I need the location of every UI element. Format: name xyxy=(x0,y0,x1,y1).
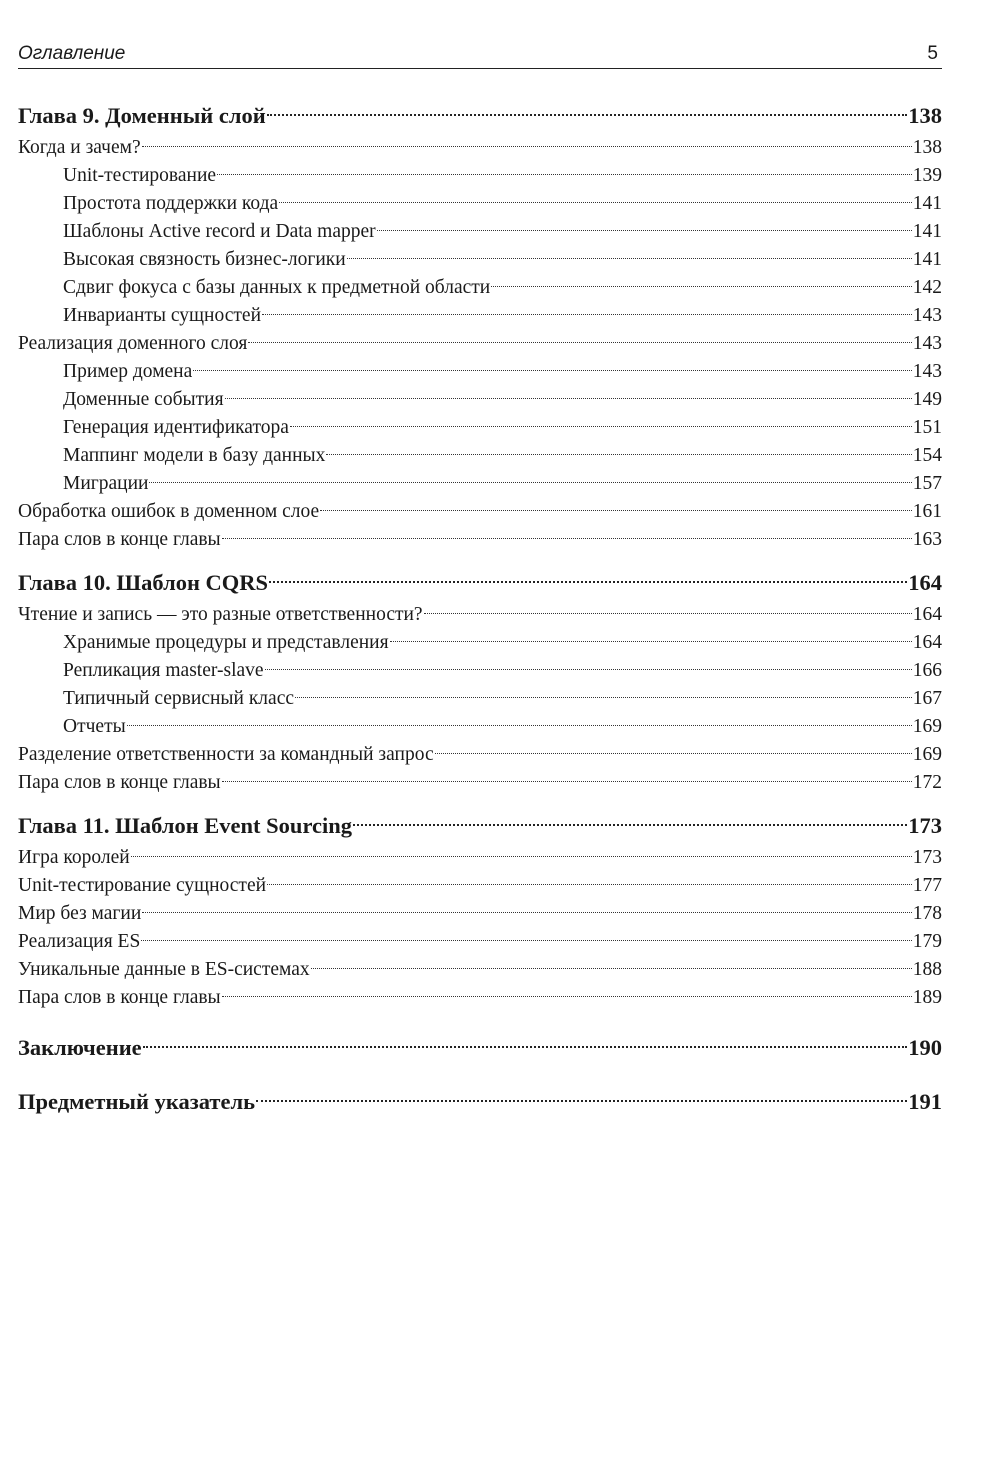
dot-leader xyxy=(320,489,912,517)
dot-leader xyxy=(353,805,907,833)
dot-leader xyxy=(143,1027,908,1055)
toc-entry-title: Пара слов в конце главы xyxy=(18,987,221,1008)
toc-entry-page: 151 xyxy=(912,417,942,438)
toc-entry-page: 169 xyxy=(912,716,942,737)
toc-chapter-9[interactable] xyxy=(18,95,942,128)
dot-leader xyxy=(127,704,912,732)
toc-chapter-10[interactable] xyxy=(18,562,942,595)
toc-subentry[interactable] xyxy=(18,153,942,186)
dot-leader xyxy=(269,562,907,590)
dot-leader xyxy=(347,237,912,265)
toc-entry-page: 141 xyxy=(912,249,942,270)
dot-leader xyxy=(390,620,912,648)
toc-chapter-title: Глава 11. Шаблон Event Sourcing xyxy=(18,813,353,838)
toc-chapter-title: Предметный указатель xyxy=(18,1089,255,1114)
dot-leader xyxy=(222,517,912,545)
dot-leader xyxy=(217,153,912,181)
toc-entry-page: 142 xyxy=(912,277,942,298)
dot-leader xyxy=(295,676,912,704)
toc-entry-page: 157 xyxy=(912,473,942,494)
toc-entry-title: Отчеты xyxy=(63,716,126,737)
toc-entry-title: Разделение ответственности за командный запрос xyxy=(18,744,434,765)
toc-chapter-page: 138 xyxy=(908,103,942,128)
toc-subentry[interactable] xyxy=(18,461,942,494)
toc-entry[interactable] xyxy=(18,919,942,952)
toc-entry-title: Хранимые процедуры и представления xyxy=(63,632,389,653)
toc-entry-title: Простота поддержки кода xyxy=(63,193,279,214)
toc-entry[interactable] xyxy=(18,947,942,980)
running-header xyxy=(18,40,942,69)
toc-entry-page: 169 xyxy=(912,744,942,765)
toc-entry[interactable] xyxy=(18,891,942,924)
toc-entry-page: 189 xyxy=(912,987,942,1008)
toc-entry-title: Игра королей xyxy=(18,847,130,868)
dot-leader xyxy=(256,1081,907,1109)
toc-chapter-page: 164 xyxy=(908,570,942,595)
page-number: 5 xyxy=(927,43,938,64)
toc-entry-page: 143 xyxy=(912,361,942,382)
toc-entry-page: 173 xyxy=(912,847,942,868)
toc-entry-title: Unit-тестирование xyxy=(63,165,217,186)
toc-entry-title: Уникальные данные в ES-системах xyxy=(18,959,310,980)
toc-entry[interactable] xyxy=(18,489,942,522)
toc-chapter-title: Заключение xyxy=(18,1035,142,1060)
toc-entry-title: Unit-тестирование сущностей xyxy=(18,875,267,896)
table-of-contents xyxy=(18,95,942,1114)
toc-entry-title: Пример домена xyxy=(63,361,193,382)
toc-entry-page: 178 xyxy=(912,903,942,924)
toc-entry-title: Высокая связность бизнес-логики xyxy=(63,249,346,270)
toc-conclusion[interactable] xyxy=(18,1027,942,1060)
dot-leader xyxy=(290,405,912,433)
toc-entry-page: 139 xyxy=(912,165,942,186)
toc-entry-title: Репликация master-slave xyxy=(63,660,264,681)
toc-entry-title: Доменные события xyxy=(63,389,224,410)
toc-entry[interactable] xyxy=(18,863,942,896)
toc-entry-title: Маппинг модели в базу данных xyxy=(63,445,326,466)
dot-leader xyxy=(142,891,911,919)
toc-entry-page: 172 xyxy=(912,772,942,793)
toc-entry-page: 143 xyxy=(912,305,942,326)
dot-leader xyxy=(491,265,912,293)
toc-entry-page: 154 xyxy=(912,445,942,466)
toc-subject-index[interactable] xyxy=(18,1081,942,1114)
dot-leader xyxy=(142,125,912,153)
toc-entry-page: 138 xyxy=(912,137,942,158)
dot-leader xyxy=(248,321,911,349)
toc-entry-page: 188 xyxy=(912,959,942,980)
dot-leader xyxy=(311,947,912,975)
toc-entry-page: 164 xyxy=(912,632,942,653)
toc-chapter-page: 190 xyxy=(908,1035,942,1060)
toc-entry-page: 161 xyxy=(912,501,942,522)
toc-entry[interactable] xyxy=(18,125,942,158)
toc-entry-title: Мир без магии xyxy=(18,903,142,924)
toc-entry-title: Реализация ES xyxy=(18,931,141,952)
section-gap xyxy=(18,1057,942,1081)
toc-entry-title: Генерация идентификатора xyxy=(63,417,289,438)
toc-entry-page: 166 xyxy=(912,660,942,681)
toc-entry-title: Инварианты сущностей xyxy=(63,305,261,326)
toc-entry[interactable] xyxy=(18,835,942,868)
toc-chapter-page: 173 xyxy=(908,813,942,838)
dot-leader xyxy=(141,919,911,947)
toc-subentry[interactable] xyxy=(18,704,942,737)
toc-entry-title: Миграции xyxy=(63,473,149,494)
toc-entry-title: Шаблоны Active record и Data mapper xyxy=(63,221,376,242)
toc-entry-page: 143 xyxy=(912,333,942,354)
running-header-title: Оглавление xyxy=(18,43,126,64)
toc-chapter-11[interactable] xyxy=(18,805,942,838)
dot-leader xyxy=(377,209,912,237)
toc-entry-page: 177 xyxy=(912,875,942,896)
toc-entry-title: Обработка ошибок в доменном слое xyxy=(18,501,320,522)
toc-entry-title: Реализация доменного слоя xyxy=(18,333,248,354)
toc-chapter-title: Глава 10. Шаблон CQRS xyxy=(18,570,269,595)
toc-entry-page: 141 xyxy=(912,193,942,214)
toc-entry-title: Типичный сервисный класс xyxy=(63,688,295,709)
dot-leader xyxy=(435,732,912,760)
dot-leader xyxy=(262,293,912,321)
dot-leader xyxy=(326,433,911,461)
dot-leader xyxy=(193,349,911,377)
dot-leader xyxy=(149,461,911,489)
dot-leader xyxy=(222,975,912,1003)
toc-entry-title: Пара слов в конце главы xyxy=(18,529,221,550)
dot-leader xyxy=(267,95,908,123)
toc-chapter-title: Глава 9. Доменный слой xyxy=(18,103,266,128)
dot-leader xyxy=(279,181,912,209)
toc-entry-page: 164 xyxy=(912,604,942,625)
toc-entry-title: Чтение и запись — это разные ответственности? xyxy=(18,604,423,625)
dot-leader xyxy=(225,377,912,405)
dot-leader xyxy=(267,863,912,891)
dot-leader xyxy=(265,648,912,676)
toc-entry-page: 141 xyxy=(912,221,942,242)
dot-leader xyxy=(424,592,912,620)
toc-entry[interactable] xyxy=(18,732,942,765)
toc-entry-page: 179 xyxy=(912,931,942,952)
toc-chapter-page: 191 xyxy=(908,1089,942,1114)
toc-entry-title: Пара слов в конце главы xyxy=(18,772,221,793)
toc-entry-title: Сдвиг фокуса с базы данных к предметной области xyxy=(63,277,491,298)
toc-entry-page: 149 xyxy=(912,389,942,410)
toc-entry-title: Когда и зачем? xyxy=(18,137,141,158)
toc-entry-page: 163 xyxy=(912,529,942,550)
toc-entry-page: 167 xyxy=(912,688,942,709)
dot-leader xyxy=(222,760,912,788)
dot-leader xyxy=(131,835,912,863)
